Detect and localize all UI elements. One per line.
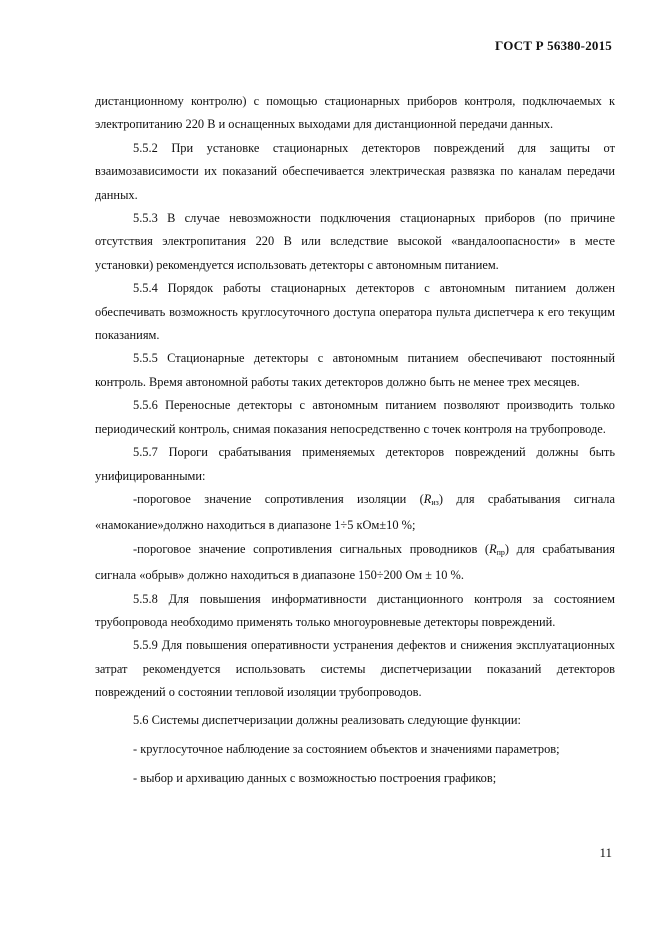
paragraph-continuation: дистанционному контролю) с помощью стационарных приборов контроля, подключаемых к электропитанию 220 В и оснащенных выходами для дистанционной передачи данных. [95,94,615,132]
paragraph-5-5-8: 5.5.8 Для повышения информативности дистанционного контроля за состоянием трубопровода необходимо применять только многоуровневые детекторы повреждений. [95,591,615,629]
paragraph-5-6: 5.6 Системы диспетчеризации должны реализовать следующие функции: [133,712,521,727]
page-body [95,90,615,791]
conductor-resistance-symbol: R [489,541,497,556]
insulation-threshold-text-a: -пороговое значение сопротивления изоляции ( [133,491,424,506]
paragraph-5-5-2: 5.5.2 При установке стационарных детекторов повреждений для защиты от взаимозависимости их показаний обеспечивается электрическая развязка по каналам передачи данных. [95,140,615,202]
conductor-resistance-subscript: пр [496,547,505,557]
paragraph-5-5-9: 5.5.9 Для повышения оперативности устранения дефектов и снижения эксплуатационных затрат рекомендуется использовать системы диспетчеризации показаний детекторов повреждений о состоянии тепловой изоляции трубопроводов. [95,638,615,700]
paragraph-5-5-6: 5.5.6 Переносные детекторы с автономным питанием позволяют производить только периодический контроль, снимая показания непосредственно с точек контроля на трубопроводе. [95,398,615,436]
page-number: 11 [599,845,612,860]
document-code-header: ГОСТ Р 56380-2015 [495,38,612,53]
paragraph-5-5-3: 5.5.3 В случае невозможности подключения стационарных приборов (по причине отсутствия электропитания 220 В или вследствие высокой «вандалоопасности» в месте установки) рекомендуется использовать детекторы с автономным питанием. [95,211,615,272]
paragraph-insulation-threshold [95,488,615,538]
insulation-resistance-subscript: из [431,497,439,507]
conductor-threshold-text-b: ) для срабатывания сигнала «обрыв» должно находиться в диапазоне 150÷200 Ом ± 10 %. [95,541,615,583]
insulation-resistance-symbol: R [423,491,432,506]
insulation-threshold-text-b: ) для срабатывания сигнала «намокание»должно находиться в диапазоне 1÷5 кОм±10 %; [95,491,615,533]
paragraph-5-5-7: 5.5.7 Пороги срабатывания применяемых детекторов повреждений должны быть унифицированными: [95,445,615,483]
paragraph-5-5-4: 5.5.4 Порядок работы стационарных детекторов с автономным питанием должен обеспечивать возможность круглосуточного доступа оператора пульта диспетчера к его текущим показаниям. [95,281,615,343]
paragraph-conductor-threshold [95,538,615,588]
list-item-archiving: - выбор и архивацию данных с возможностью построения графиков; [133,771,497,786]
conductor-threshold-text-a: -пороговое значение сопротивления сигнальных проводников ( [133,541,490,556]
paragraph-5-5-5: 5.5.5 Стационарные детекторы с автономным питанием обеспечивают постоянный контроль. Время автономной работы таких детекторов должно быть не менее трех месяцев. [95,351,615,389]
list-item-monitoring: - круглосуточное наблюдение за состоянием объектов и значениями параметров; [133,741,560,756]
